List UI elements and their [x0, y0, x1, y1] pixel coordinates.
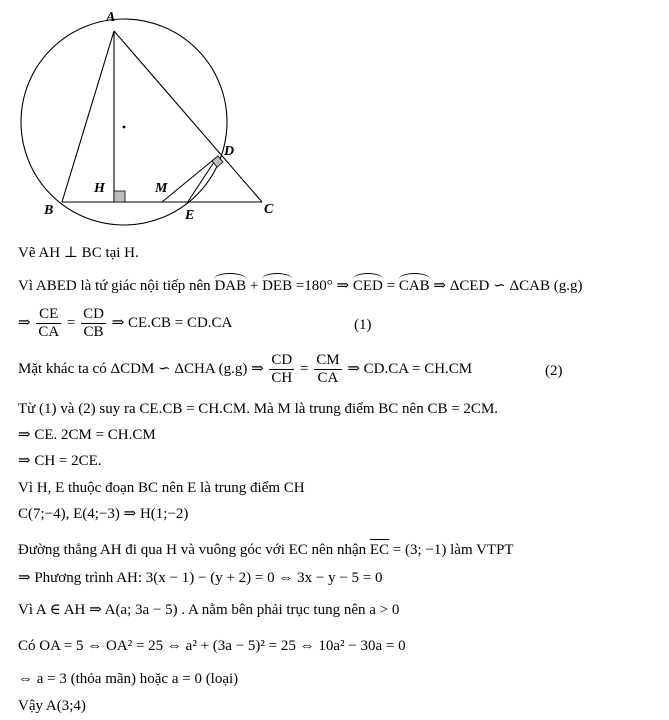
line-3 [18, 306, 232, 341]
line-2-eq: = [382, 278, 399, 294]
label-c: C [264, 202, 274, 217]
label-e: E [185, 208, 195, 223]
fraction-numerator: CE [36, 306, 61, 324]
line-4 [18, 352, 472, 387]
fraction-ce-ca [36, 306, 61, 341]
arc-cab: CAB [399, 274, 430, 295]
label-m: M [155, 181, 168, 196]
line-14: ⇔ a = 3 (thỏa mãn) hoặc a = 0 (loại) [18, 671, 239, 687]
label-a: A [106, 10, 116, 25]
label-d: D [224, 144, 235, 159]
line-2-text-a: Vì ABED là tứ giác nội tiếp nên [18, 278, 215, 294]
segment-ab [62, 31, 114, 202]
arc-dab: DAB [214, 274, 246, 295]
line-6: ⇒ CE. 2CM = CH.CM [18, 427, 156, 443]
fraction-numerator: CD [83, 306, 104, 322]
line-3-eq: = [66, 314, 80, 331]
line-13: Có OA = 5 ⇔ OA² = 25 ⇔ a² + (3a − 5)² = 25 ⇔ 10a² − 30a = 0 [18, 638, 406, 654]
fraction-numerator: CD [271, 352, 293, 368]
line-2-text-c: ⇒ ΔCED ∽ ΔCAB (g.g) [429, 278, 583, 294]
line-10 [18, 539, 514, 559]
line-10-text-a: Đường thẳng AH đi qua H và vuông góc với EC nên nhận [18, 542, 370, 558]
arc-ced: CED [353, 274, 383, 295]
fraction-cm-ca [314, 352, 341, 387]
segment-ac [114, 31, 262, 202]
line-11: ⇒ Phương trình AH: 3(x − 1) − (y + 2) = 0 ⇔ 3x − y − 5 = 0 [18, 570, 383, 586]
line-15: Vậy A(3;4) [18, 698, 86, 714]
line-8: Vì H, E thuộc đoạn BC nên E là trung điểm CH [18, 480, 305, 496]
right-angle-h [114, 191, 125, 202]
line-9: C(7;−4), E(4;−3) ⇒ H(1;−2) [18, 506, 189, 522]
fraction-cd-cb [81, 306, 106, 341]
line-2 [18, 274, 582, 295]
fraction-denominator: CA [317, 370, 339, 386]
line-4-text-a: Mặt khác ta có ΔCDM ∽ ΔCHA (g.g) ⇒ [18, 360, 268, 377]
fraction-denominator: CB [83, 324, 104, 340]
line-3-post: ⇒ CE.CB = CD.CA [111, 314, 233, 331]
center-point [123, 126, 126, 129]
line-2-plus: + [246, 278, 263, 294]
line-2-text-b: =180° ⇒ [292, 278, 353, 294]
line-3-pre: ⇒ [18, 314, 35, 331]
right-angle-d [212, 156, 223, 167]
label-b: B [44, 203, 54, 218]
line-4-post: ⇒ CD.CA = CH.CM [347, 360, 473, 377]
line-7: ⇒ CH = 2CE. [18, 453, 102, 469]
equation-tag-1: (1) [354, 317, 372, 333]
geometry-figure [0, 0, 300, 232]
line-4-eq: = [300, 360, 313, 377]
line-1: Vẽ AH ⊥ BC tại H. [18, 245, 139, 261]
fraction-denominator: CA [38, 324, 60, 340]
equation-tag-2: (2) [545, 363, 563, 379]
line-5: Từ (1) và (2) suy ra CE.CB = CH.CM. Mà M là trung điểm BC nên CB = 2CM. [18, 401, 499, 417]
fraction-cd-ch [269, 352, 294, 387]
vector-ec: EC [370, 539, 389, 559]
fraction-denominator: CH [271, 370, 293, 386]
label-h: H [94, 181, 105, 196]
line-12: Vì A ∈ AH ⇒ A(a; 3a − 5) . A nằm bên phải trục tung nên a > 0 [18, 602, 400, 618]
arc-deb: DEB [262, 274, 292, 295]
fraction-numerator: CM [316, 352, 340, 368]
line-10-text-b: = (3; −1) làm VTPT [389, 542, 514, 558]
